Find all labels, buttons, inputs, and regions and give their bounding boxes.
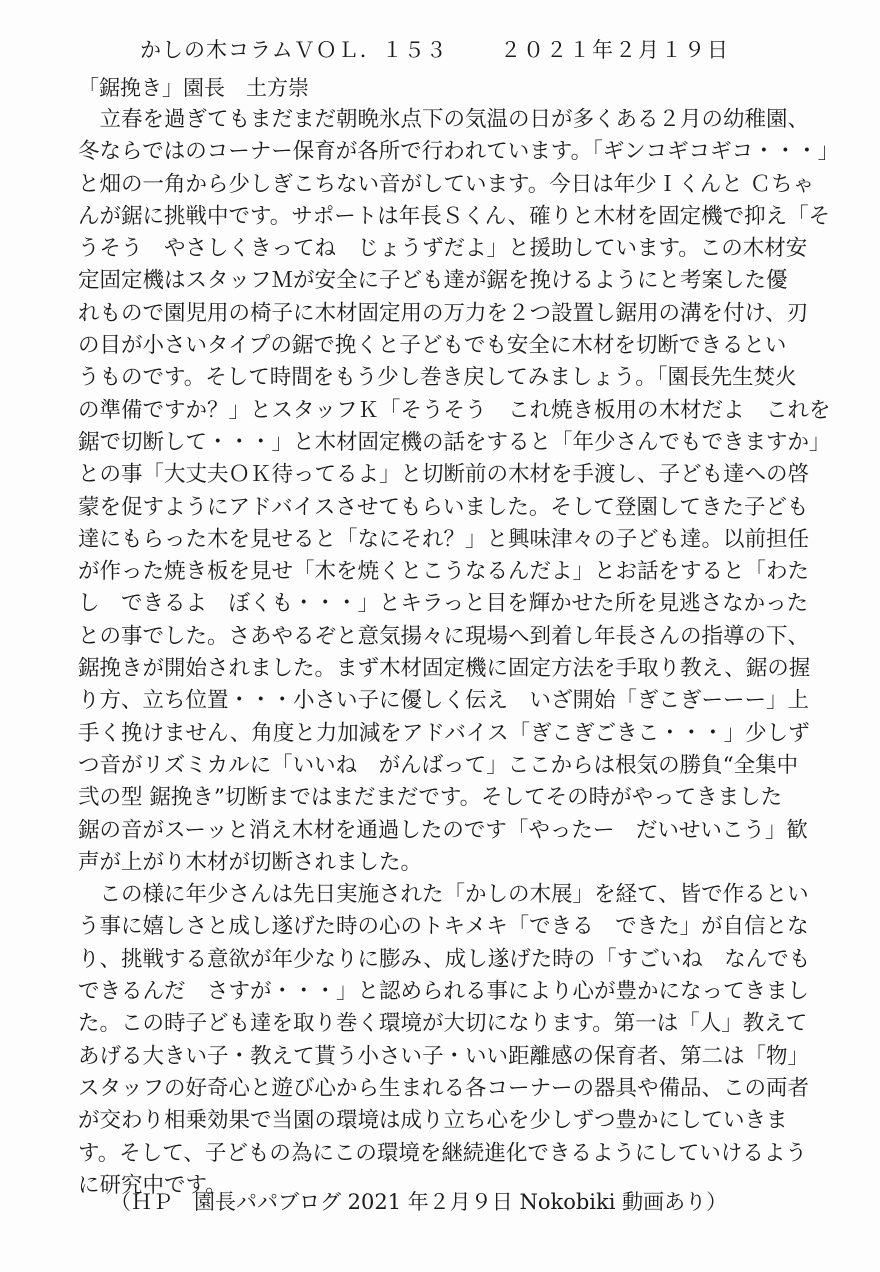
text-line: 立春を過ぎてもまだまだ朝晩氷点下の気温の日が多くある２月の幼稚園、 (78, 107, 810, 132)
text-line: うそう やさしくきってね じょうずだよ」と援助しています。この木材安 (78, 236, 808, 262)
article-title: 「鋸挽き」園長 土方崇 (78, 76, 309, 100)
text-line: う事に嬉しさと成し遂げた時の心のトキメキ「できる できた」が自信とな (78, 914, 809, 940)
text-line: す。そして、子どもの為にこの環境を継続進化できるようにしていけるよう (78, 1140, 807, 1166)
text-line: た。この時子ども達を取り巻く環境が大切になります。第一は「人」教えて (78, 1011, 808, 1037)
paragraph-2 (78, 879, 878, 1202)
text-line: あげる大きい子・教えて貰う小さい子・いい距離感の保育者、第二は「物」 (78, 1043, 810, 1069)
text-line: と畑の一角から少しぎこちない音がしています。今日は年少Ｉくんと Ｃちゃ (78, 171, 815, 197)
text-line: うものです。そして時間をもう少し巻き戻してみましょう。「園長先生焚火 (78, 365, 797, 391)
text-line: が交わり相乗効果で当園の環境は成り立ち心を少しずつ豊かにしていきま (78, 1108, 788, 1134)
text-line: この様に年少さんは先日実施された「かしの木展」を経て、皆で作るとい (78, 882, 809, 908)
text-line: り、挑戦する意欲が年少なりに膨み、成し遂げた時の「すごいね なんでも (78, 946, 811, 972)
text-line: 定固定機はスタッフＭが安全に子ども達が鋸を挽けるようにと考案した優 (78, 268, 788, 294)
text-line: 蒙を促すようにアドバイスさせてもらいました。そして登園してきた子ども (78, 494, 809, 520)
article-body (78, 104, 878, 1202)
text-line: スタッフの好奇心と遊び心から生まれる各コーナーの器具や備品、この両者 (78, 1075, 810, 1101)
text-line: 鋸挽きが開始されました。まず木材固定機に固定方法を手取り教え、鋸の握 (78, 656, 811, 682)
text-line: の目が小さいタイプの鋸で挽くと子どもでも安全に木材を切断できるとい (78, 333, 787, 359)
text-line: の準備ですか？」とスタッフＫ「そうそう これ焼き板用の木材だよ これを (78, 397, 831, 423)
text-line: 冬ならではのコーナー保育が各所で行われています。「ギンコギコギコ・・・」 (78, 139, 840, 165)
text-line: 鋸で切断して・・・」と木材固定機の話をすると「年少さんでもできますか」 (78, 429, 831, 455)
text-line: 弐の型 鋸挽き”切断まではまだまだです。そしてその時がやってきました (78, 785, 783, 811)
text-line: できるんだ さすが・・・」と認められる事により心が豊かになってきまし (78, 979, 810, 1005)
text-line: 達にもらった木を見せると「なにそれ？」と興味津々の子ども達。以前担任 (78, 526, 810, 552)
text-line: し できるよ ぼくも・・・」とキラっと目を輝かせた所を見逃さなかった (78, 591, 809, 617)
text-line: 手く挽けません、角度と力加減をアドバイス「ぎこぎごきこ・・・」少しず (78, 720, 810, 746)
footer-note: （ＨＰ 園長パパブログ 2021 年２月９日 Nokobiki 動画あり） (110, 1190, 728, 1214)
column-date: ２０２１年２月１９日 (500, 38, 730, 62)
text-line: 鋸の音がスーッと消え木材を通過したのです「やったー だいせいこう」歓 (78, 817, 808, 843)
text-line: が作った焼き板を見せ「木を焼くとこうなるんだよ」とお話をすると「わた (78, 559, 810, 585)
text-line: との事「大丈夫ＯＫ待ってるよ」と切断前の木材を手渡し、子ども達への啓 (78, 462, 810, 488)
paragraph-1 (78, 104, 878, 879)
text-line: 声が上がり木材が切断されました。 (78, 849, 423, 875)
text-line: に研究中です。 (78, 1172, 227, 1198)
text-line: つ音がリズミカルに「いいね がんばって」ここからは根気の勝負“全集中 (78, 752, 799, 778)
text-line: んが鋸に挑戦中です。サポートは年長Ｓくん、確りと木材を固定機で抑え「そ (78, 203, 831, 229)
column-title: かしの木コラムＶＯＬ．１５３ (140, 38, 448, 62)
text-line: との事でした。さあやるぞと意気揚々に現場へ到着し年長さんの指導の下、 (78, 623, 810, 649)
text-line: り方、立ち位置・・・小さい子に優しく伝え いざ開始「ぎこぎーーー」上 (78, 688, 810, 714)
text-line: れもので園児用の椅子に木材固定用の万力を２つ設置し鋸用の溝を付け、刃 (78, 300, 809, 326)
